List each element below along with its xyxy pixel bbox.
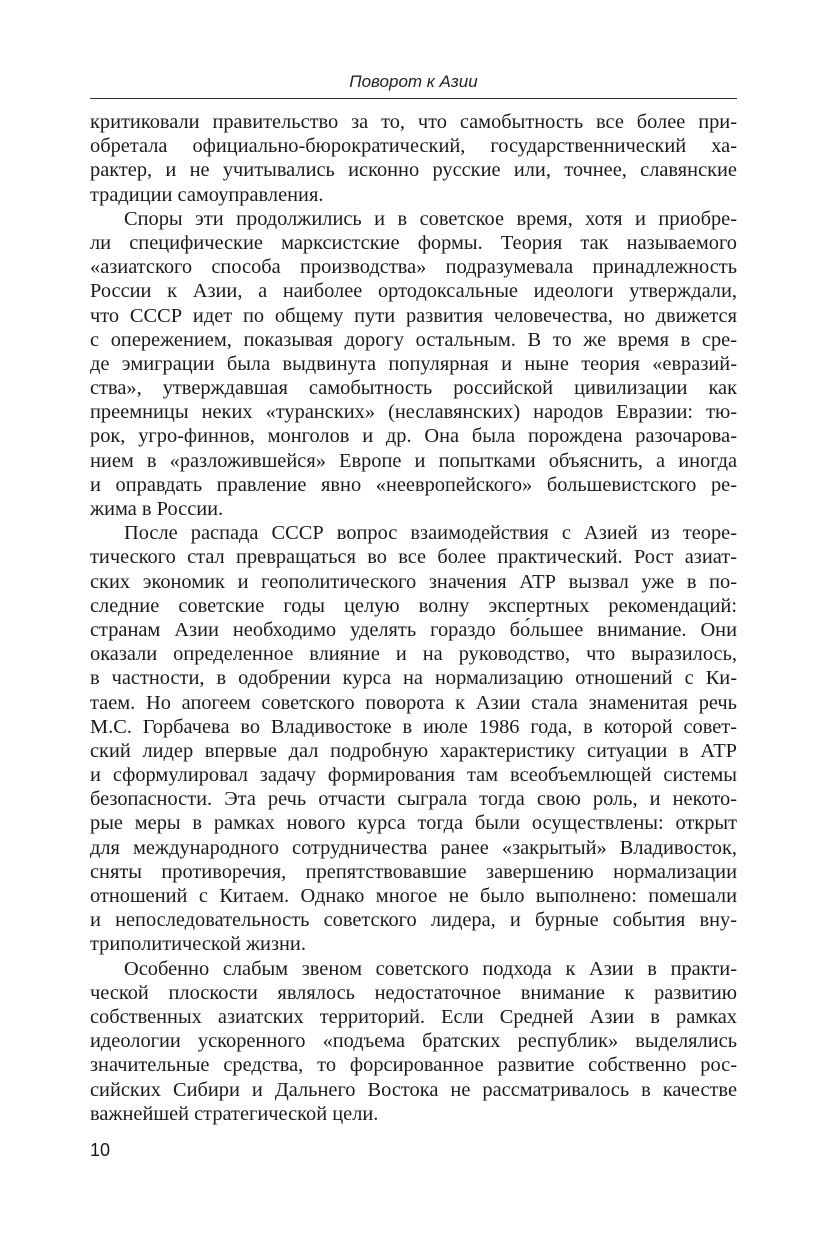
text-line: тического стал превращаться во все более практический. Рост азиат- (90, 546, 737, 569)
text-line: безопасности. Эта речь отчасти сыграла тогда свою роль, и некото- (90, 788, 737, 811)
text-line: ческой плоскости являлось недостаточное внимание к развитию (90, 981, 737, 1004)
text-line: оказали определенное влияние и на руководство, что выразилось, (90, 643, 737, 666)
text-line: идеологии ускоренного «подъема братских республик» выделялись (90, 1030, 737, 1053)
text-line: обретала официально-бюрократический, государственнический ха- (90, 135, 737, 158)
page-number: 10 (90, 1140, 111, 1160)
text-line: ский лидер впервые дал подробную характеристику ситуации в АТР (90, 739, 737, 762)
body-text (90, 110, 737, 1126)
text-line: ства», утверждавшая самобытность российской цивилизации как (90, 377, 737, 400)
text-line: с опережением, показывая дорогу остальным. В то же время в сре- (90, 328, 737, 351)
text-line: и сформулировал задачу формирования там всеобъемлющей системы (90, 764, 737, 787)
text-line: следние советские годы целую волну экспертных рекомендаций: (90, 594, 737, 617)
text-line: жима в России. (90, 498, 224, 520)
text-line: сийских Сибири и Дальнего Востока не рассматривалось в качестве (90, 1078, 737, 1101)
text-line: триполитической жизни. (90, 933, 306, 956)
text-line: собственных азиатских территорий. Если Средней Азии в рамках (90, 1005, 737, 1028)
text-line: Споры эти продолжились и в советское время, хотя и приобре- (124, 207, 737, 230)
text-line: критиковали правительство за то, что самобытность все более при- (90, 111, 737, 133)
text-line: ских экономик и геополитического значения АТР вызвал уже в по- (90, 570, 737, 593)
text-line: ли специфические марксистские формы. Теория так называемого (90, 231, 737, 254)
text-line: России к Азии, а наиболее ортодоксальные идеологи утверждали, (90, 280, 737, 303)
text-line: нием в «разложившейся» Европе и попытками объяснить, а иногда (90, 449, 737, 472)
text-line: таем. Но апогеем советского поворота к Азии стала знаменитая речь (90, 691, 737, 714)
text-line: рые меры в рамках нового курса тогда были осуществлены: открыт (90, 812, 737, 835)
paragraph (90, 957, 737, 1126)
text-line: рок, угро-финнов, монголов и др. Она была порождена разочарова- (90, 425, 737, 448)
paragraph (90, 207, 737, 521)
text-line: традиции самоуправления. (90, 183, 324, 206)
text-line: рактер, и не учитывались исконно русские или, точнее, славянские (90, 159, 737, 182)
text-line: и оправдать правление явно «неевропейского» большевистского ре- (90, 473, 737, 496)
text-line: для международного сотрудничества ранее «закрытый» Владивосток, (90, 836, 737, 859)
text-line: важнейшей стратегической цели. (90, 1102, 379, 1125)
text-line: и непоследовательность советского лидера, и бурные события вну- (90, 909, 737, 932)
header-rule (90, 98, 737, 99)
text-line: Особенно слабым звеном советского подхода к Азии в практи- (124, 957, 737, 980)
text-line: де эмиграции была выдвинута популярная и ныне теория «евразий- (90, 352, 737, 375)
running-head: Поворот к Азии (349, 72, 478, 91)
text-line: После распада СССР вопрос взаимодействия с Азией из теоре- (124, 522, 737, 545)
paragraph (90, 110, 737, 207)
text-line: значительные средства, то форсированное развитие собственно рос- (90, 1054, 737, 1077)
text-line: сняты противоречия, препятствовавшие завершению нормализации (90, 860, 737, 883)
text-line: в частности, в одобрении курса на нормализацию отношений с Ки- (90, 667, 737, 690)
text-line: странам Азии необходимо уделять гораздо бо́льшее внимание. Они (90, 618, 737, 641)
text-line: преемницы неких «туранских» (неславянских) народов Евразии: тю- (90, 401, 737, 424)
text-line: что СССР идет по общему пути развития человечества, но движется (90, 304, 737, 327)
text-line: М.С. Горбачева во Владивостоке в июле 1986 года, в которой совет- (90, 715, 737, 738)
paragraph (90, 521, 737, 956)
text-line: «азиатского способа производства» подразумевала принадлежность (90, 256, 737, 279)
text-line: отношений с Китаем. Однако многое не было выполнено: помешали (90, 885, 737, 907)
